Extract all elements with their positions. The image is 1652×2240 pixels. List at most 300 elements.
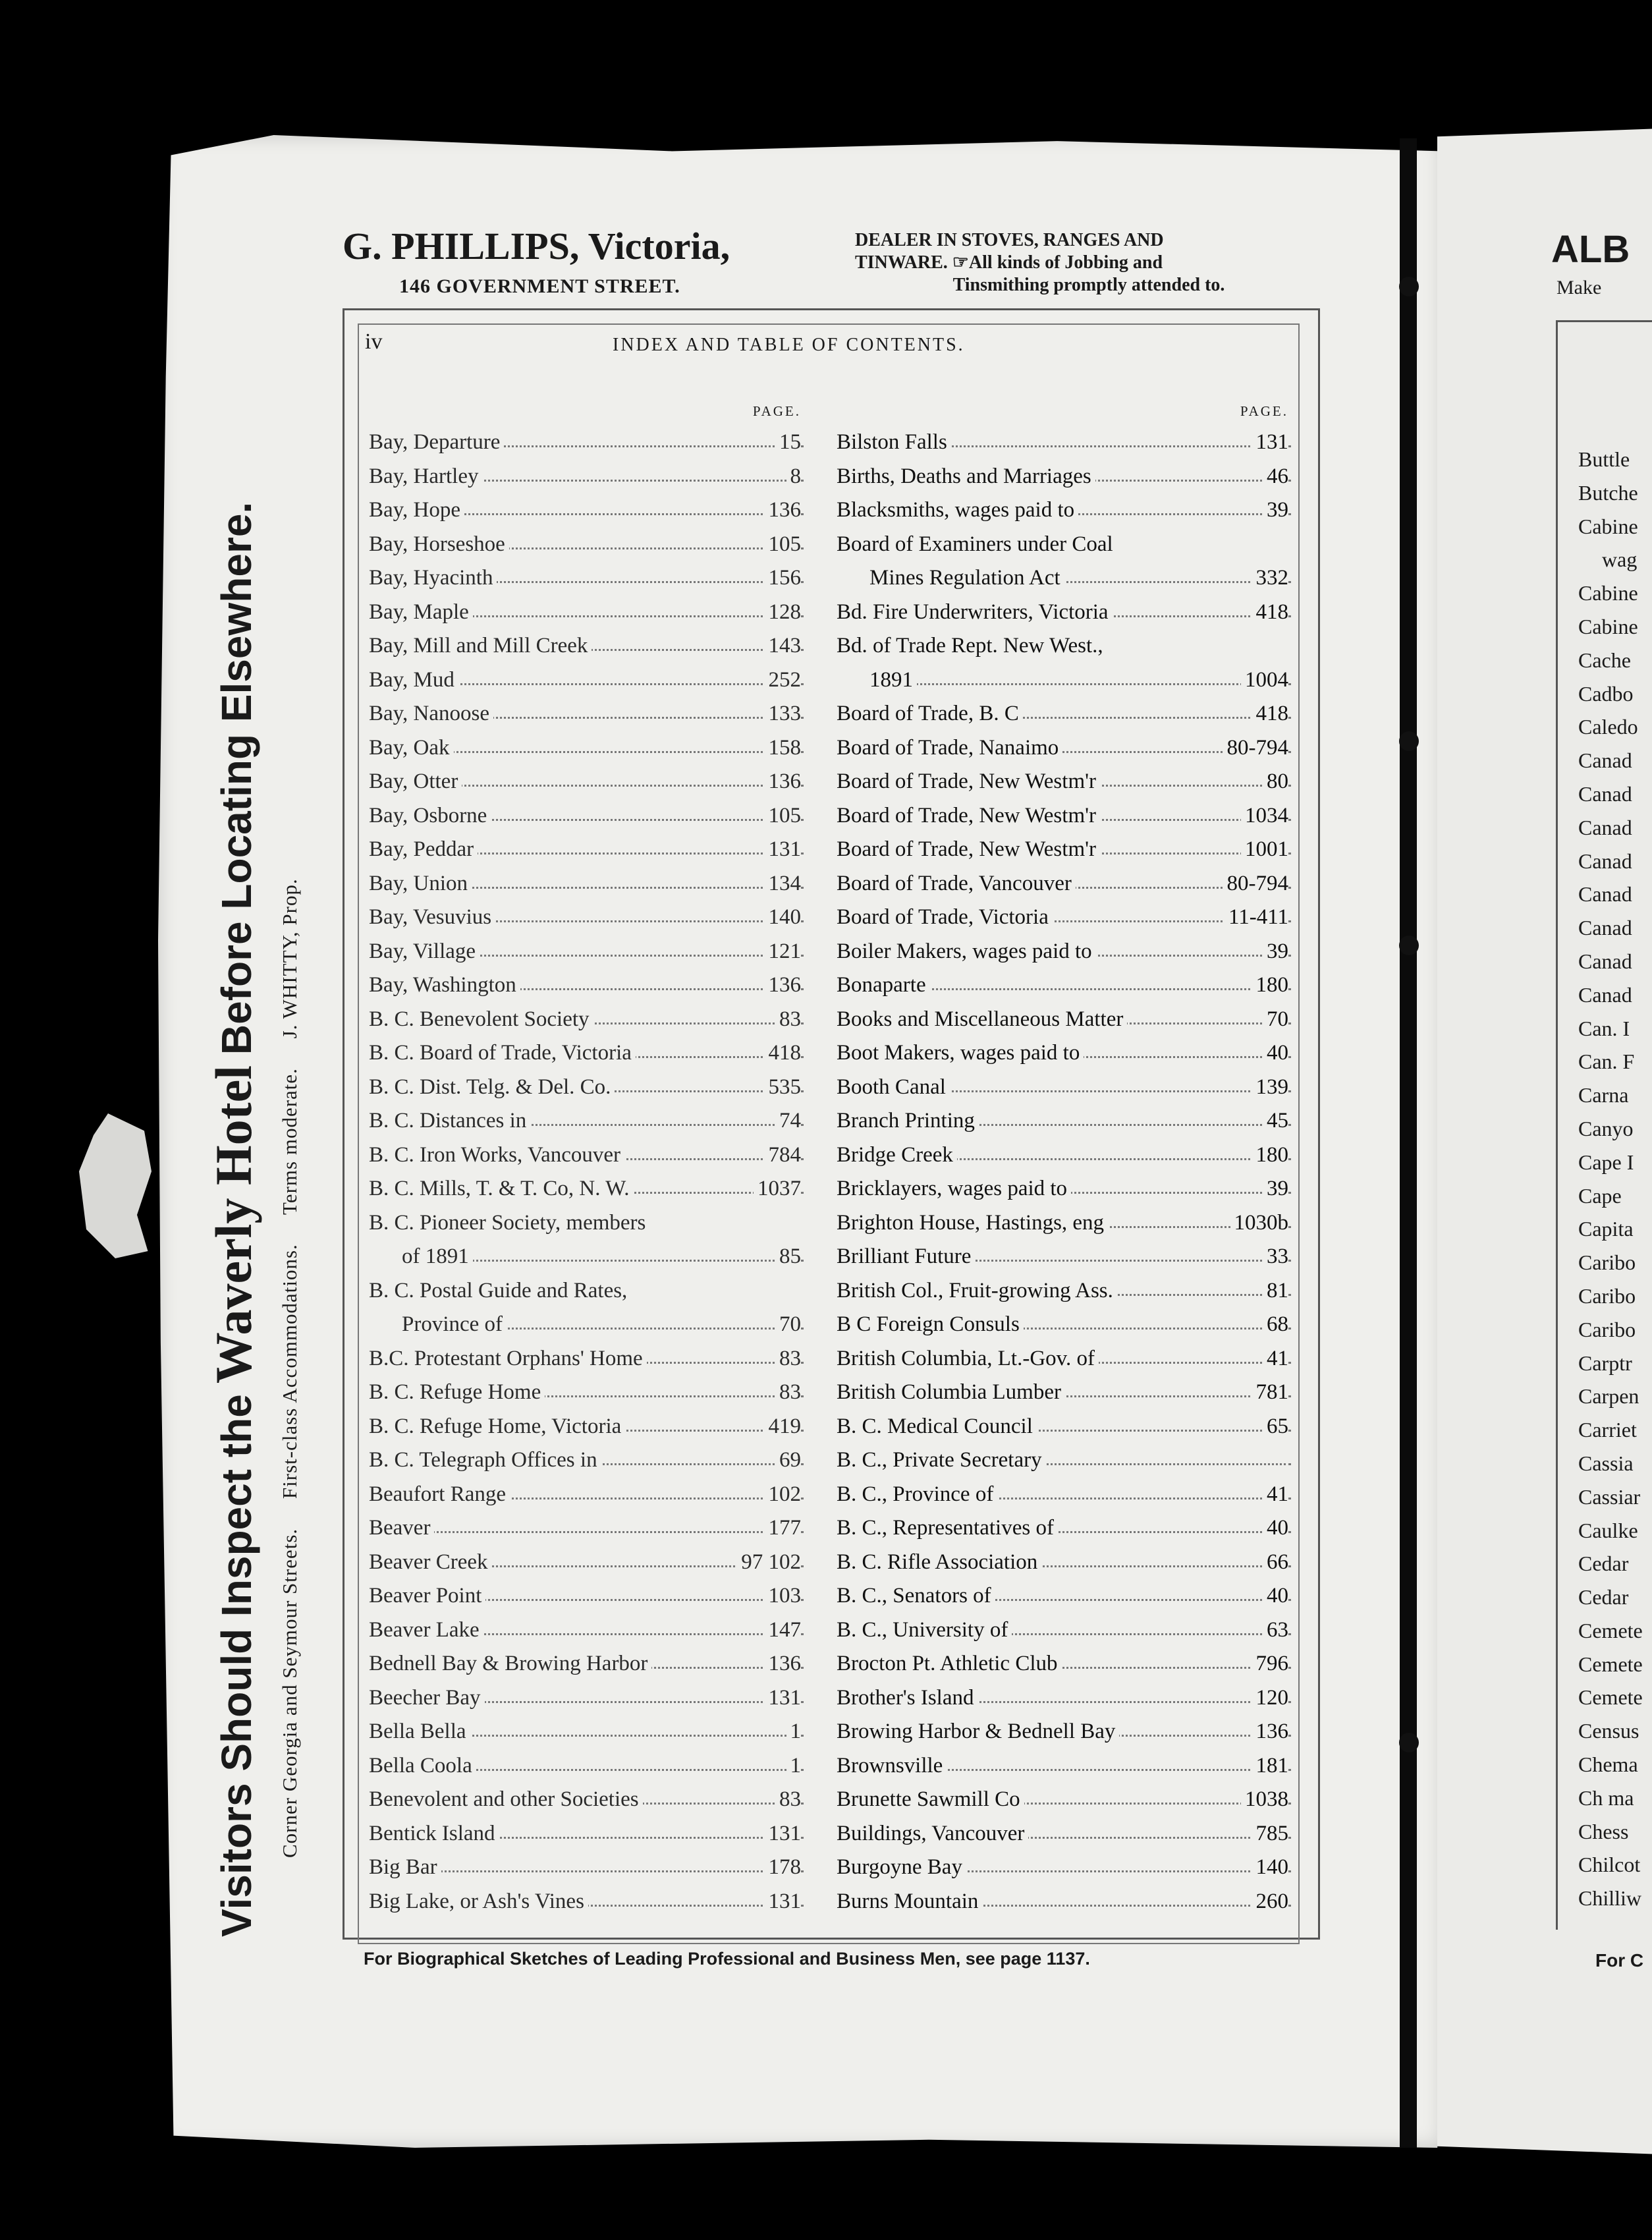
index-entry — [369, 460, 804, 494]
entry-page: 136 — [765, 493, 802, 528]
index-entry — [837, 426, 1291, 460]
entry-title: B. C. Postal Guide and Rates, — [369, 1279, 631, 1302]
entry-page: 39 — [1263, 493, 1288, 528]
index-entry — [837, 1240, 1291, 1274]
phillips-name: G. PHILLIPS, Victoria, — [343, 225, 730, 267]
advert-address: Corner Georgia and Seymour Streets. — [278, 1528, 301, 1858]
entry-page: 147 — [765, 1613, 802, 1648]
entry-page: 136 — [765, 968, 802, 1003]
index-entry — [837, 1478, 1291, 1512]
index-entry — [837, 1613, 1291, 1648]
next-page-entry: Cedar — [1578, 1552, 1629, 1576]
waverly-hotel-advert — [204, 264, 356, 1937]
entry-page: 1001 — [1241, 833, 1288, 867]
next-page-entry: Canad — [1578, 882, 1632, 907]
entry-page: 177 — [765, 1511, 802, 1546]
page-number: iv — [365, 329, 383, 354]
entry-page: 74 — [775, 1104, 801, 1138]
advert-accommodations: First-class Accommodations. — [278, 1244, 301, 1499]
index-entry — [837, 1885, 1291, 1919]
next-page-entry: Caribo — [1578, 1250, 1636, 1275]
entry-title-continued: Province of — [369, 1308, 507, 1342]
entry-page: 70 — [775, 1308, 801, 1342]
entry-title: Bay, Otter — [369, 770, 462, 793]
index-entry — [369, 493, 804, 528]
entry-title: B. C. Benevolent Society — [369, 1007, 593, 1031]
entry-title: Beaufort Range — [369, 1482, 510, 1506]
next-page-entry: Caribo — [1578, 1283, 1636, 1308]
index-entry — [837, 1817, 1291, 1851]
index-entry — [369, 663, 804, 698]
entry-title: Bay, Oak — [369, 736, 454, 760]
index-entry — [369, 1613, 804, 1648]
entry-title: Blacksmiths, wages paid to — [837, 498, 1078, 522]
entry-title: British Columbia, Lt.-Gov. of — [837, 1347, 1099, 1370]
entry-page: 1034 — [1241, 799, 1288, 833]
next-page-entry: Caulke — [1578, 1518, 1638, 1542]
index-entry — [369, 528, 804, 562]
phillips-line-3: Tinsmithing promptly attended to. — [952, 275, 1225, 295]
next-page-entry: Cabine — [1578, 614, 1638, 638]
entry-page: 81 — [1263, 1274, 1288, 1308]
spine-stitch — [1399, 731, 1419, 751]
index-entry — [369, 1443, 804, 1478]
entry-page: 121 — [765, 935, 802, 969]
entry-title: Brocton Pt. Athletic Club — [837, 1652, 1062, 1675]
spine-stitch — [1399, 1733, 1419, 1752]
entry-title: Beaver — [369, 1516, 434, 1540]
index-entry — [837, 1206, 1291, 1241]
entry-page: 41 — [1263, 1478, 1288, 1512]
entry-page: 39 — [1263, 935, 1288, 969]
index-entry — [837, 528, 1291, 596]
entry-page: 41 — [1263, 1342, 1288, 1376]
index-entry — [837, 1036, 1291, 1071]
index-entry — [369, 561, 804, 596]
right-entry-list — [837, 426, 1291, 1918]
next-page-entry: Canad — [1578, 849, 1632, 873]
next-page-entry: Cape I — [1578, 1150, 1634, 1174]
entry-page: 85 — [775, 1240, 801, 1274]
index-entry — [837, 1579, 1291, 1613]
entry-page: 131 — [1252, 426, 1289, 460]
entry-title: Bonaparte — [837, 973, 930, 997]
next-page-entry: Can. I — [1578, 1016, 1630, 1040]
entry-title: Board of Trade, New Westm'r — [837, 837, 1100, 861]
next-page-entry: Cemete — [1578, 1652, 1643, 1676]
entry-page: 180 — [1252, 968, 1289, 1003]
index-entry — [369, 1478, 804, 1512]
entry-page: 180 — [1252, 1138, 1289, 1173]
next-page-entry: Cabine — [1578, 514, 1638, 538]
advert-intro: Visitors Should Inspect the — [213, 1394, 260, 1937]
entry-title: B C Foreign Consuls — [837, 1312, 1024, 1336]
entry-page: 83 — [775, 1376, 801, 1410]
spine-stitch — [1399, 277, 1419, 296]
entry-page: 332 — [1252, 561, 1289, 596]
entry-page: 80-794 — [1223, 867, 1289, 901]
entry-page: 11-411 — [1225, 901, 1288, 935]
index-entry — [369, 1817, 804, 1851]
entry-page: 69 — [775, 1443, 801, 1478]
entry-title: Brunette Sawmill Co — [837, 1787, 1024, 1811]
index-entry — [369, 1715, 804, 1749]
index-entry — [369, 1376, 804, 1410]
index-entry — [837, 1546, 1291, 1580]
entry-title-continued: Mines Regulation Act — [837, 561, 1064, 596]
index-entry — [369, 1647, 804, 1681]
index-entry — [369, 629, 804, 663]
index-entry — [837, 1071, 1291, 1105]
index-entry — [369, 1003, 804, 1037]
index-entry — [369, 1071, 804, 1105]
entry-title: B. C. Mills, T. & T. Co, N. W. — [369, 1177, 633, 1200]
index-entry — [369, 1274, 804, 1342]
entry-title: B. C. Distances in — [369, 1109, 530, 1133]
entry-title: Bella Bella — [369, 1720, 470, 1743]
next-page-entry: Carptr — [1578, 1351, 1632, 1375]
next-page-entry: Canad — [1578, 916, 1632, 940]
entry-title: B. C., Representatives of — [837, 1516, 1058, 1540]
index-entry — [837, 460, 1291, 494]
index-column-right — [837, 403, 1291, 1918]
entry-title: Bay, Mill and Mill Creek — [369, 634, 592, 658]
entry-page: 40 — [1263, 1036, 1288, 1071]
entry-page: 418 — [765, 1036, 802, 1071]
phillips-line-1: DEALER IN STOVES, RANGES AND — [855, 230, 1164, 250]
index-entry — [837, 493, 1291, 528]
entry-title: Burgoyne Bay — [837, 1855, 966, 1879]
next-page-entry: Canad — [1578, 949, 1632, 973]
entry-page: 1037 — [754, 1172, 801, 1206]
entry-title-continued: of 1891 — [369, 1240, 473, 1274]
entry-title: Bd. of Trade Rept. New West., — [837, 634, 1107, 658]
entry-page: 133 — [765, 697, 802, 731]
entry-page: 784 — [765, 1138, 802, 1173]
index-entry — [369, 1511, 804, 1546]
index-entry — [369, 833, 804, 867]
entry-page: 39 — [1263, 1172, 1288, 1206]
entry-title: B. C., Province of — [837, 1482, 997, 1506]
entry-page: 158 — [765, 731, 802, 766]
index-entry — [369, 1206, 804, 1274]
next-page-entry: Cemete — [1578, 1685, 1643, 1710]
entry-title: Big Lake, or Ash's Vines — [369, 1890, 588, 1913]
entry-title: Brother's Island — [837, 1686, 978, 1710]
entry-page: 131 — [765, 833, 802, 867]
next-page-entry: Cadbo — [1578, 681, 1634, 706]
index-entry — [837, 731, 1291, 766]
entry-title: B. C., Senators of — [837, 1584, 995, 1608]
entry-page: 535 — [765, 1071, 802, 1105]
entry-title: Board of Trade, New Westm'r — [837, 770, 1100, 793]
entry-title: B. C. Refuge Home, Victoria — [369, 1414, 625, 1438]
next-page-entry: Canad — [1578, 815, 1632, 839]
index-entry — [369, 799, 804, 833]
index-entry — [369, 1410, 804, 1444]
entry-title: Boiler Makers, wages paid to — [837, 939, 1096, 963]
index-entry — [837, 1410, 1291, 1444]
entry-title: Bridge Creek — [837, 1143, 957, 1167]
index-entry — [369, 1885, 804, 1919]
index-entry — [837, 1851, 1291, 1885]
entry-title: Bay, Washington — [369, 973, 520, 997]
advert-proprietor: J. WHITTY, Prop. — [278, 878, 301, 1039]
index-entry — [837, 1783, 1291, 1817]
entry-page: 83 — [775, 1342, 801, 1376]
entry-title: B. C. Telegraph Offices in — [369, 1448, 601, 1472]
index-entry — [369, 1579, 804, 1613]
page-column-header: PAGE. — [1240, 403, 1288, 419]
entry-title: Board of Examiners under Coal — [837, 532, 1117, 556]
entry-title: Board of Trade, Vancouver — [837, 872, 1076, 895]
entry-title: Browing Harbor & Bednell Bay — [837, 1720, 1119, 1743]
next-page-entries — [1578, 443, 1652, 1915]
entry-title: Bay, Mud — [369, 668, 458, 692]
entry-page: 68 — [1263, 1308, 1288, 1342]
entry-title: B. C. Iron Works, Vancouver — [369, 1143, 624, 1167]
index-entry — [837, 1681, 1291, 1716]
entry-title: Bella Coola — [369, 1754, 476, 1778]
advert-hotel-name: Waverly Hotel — [205, 1065, 262, 1384]
index-entry — [837, 1749, 1291, 1783]
next-page-entry: Ch ma — [1578, 1785, 1634, 1810]
index-entry — [837, 1138, 1291, 1173]
next-page-entry: Cache — [1578, 648, 1631, 672]
entry-title: B. C. Rifle Association — [837, 1550, 1041, 1574]
next-page-entry: Carna — [1578, 1083, 1629, 1107]
phillips-line-2: TINWARE. ☞All kinds of Jobbing and — [855, 252, 1163, 273]
entry-title: Benevolent and other Societies — [369, 1787, 643, 1811]
entry-page: 105 — [765, 528, 802, 562]
index-entry — [837, 935, 1291, 969]
entry-page: 136 — [1252, 1715, 1289, 1749]
entry-page: 63 — [1263, 1613, 1288, 1648]
entry-title: Board of Trade, New Westm'r — [837, 804, 1100, 827]
index-entry — [837, 1376, 1291, 1410]
next-page-entry: Cassia — [1578, 1451, 1634, 1475]
entry-page: 131 — [765, 1681, 802, 1716]
entry-title: B. C. Medical Council — [837, 1414, 1037, 1438]
index-entry — [369, 901, 804, 935]
next-page-entry: wag — [1602, 547, 1638, 572]
index-entry — [369, 1546, 804, 1580]
entry-title: B. C. Board of Trade, Victoria — [369, 1041, 636, 1065]
entry-title: Bay, Osborne — [369, 804, 491, 827]
entry-page: 1 — [786, 1749, 802, 1783]
entry-page: 128 — [765, 596, 802, 630]
entry-page: 178 — [765, 1851, 802, 1885]
torn-edge — [79, 1113, 151, 1258]
entry-title: Bd. Fire Underwriters, Victoria — [837, 600, 1113, 624]
footer-note: For Biographical Sketches of Leading Professional and Business Men, see page 1137. — [364, 1949, 1090, 1969]
next-page-entry: Canad — [1578, 982, 1632, 1007]
entry-page: 83 — [775, 1783, 801, 1817]
entry-title: Bay, Peddar — [369, 837, 478, 861]
entry-title: Brighton House, Hastings, eng — [837, 1211, 1108, 1235]
entry-title: Books and Miscellaneous Matter — [837, 1007, 1127, 1031]
next-page-entry: Capita — [1578, 1217, 1634, 1241]
entry-page: 181 — [1252, 1749, 1289, 1783]
next-page-entry: Canad — [1578, 748, 1632, 773]
index-entry — [837, 1104, 1291, 1138]
entry-page: 418 — [1252, 697, 1289, 731]
next-page-entry: Chess — [1578, 1819, 1629, 1843]
entry-page: 80 — [1263, 765, 1288, 799]
entry-title: Bay, Hartley — [369, 464, 482, 488]
index-entry — [837, 968, 1291, 1003]
entry-page: 785 — [1252, 1817, 1289, 1851]
entry-title: British Col., Fruit-growing Ass. — [837, 1279, 1117, 1302]
next-page-entry: Can. F — [1578, 1050, 1635, 1074]
entry-page: 40 — [1263, 1511, 1288, 1546]
entry-page: 136 — [765, 765, 802, 799]
next-page-entry: Caribo — [1578, 1317, 1636, 1341]
entry-title: B. C., Private Secretary — [837, 1448, 1046, 1472]
next-page-entry: Butche — [1578, 480, 1638, 505]
entry-title: Bay, Hyacinth — [369, 566, 497, 590]
index-entry — [369, 426, 804, 460]
entry-page: 139 — [1252, 1071, 1289, 1105]
entry-page: 260 — [1252, 1885, 1289, 1919]
next-page-entry: Cedar — [1578, 1585, 1629, 1610]
index-entry — [837, 1308, 1291, 1342]
spine-stitch — [1399, 936, 1419, 955]
entry-page: 131 — [765, 1885, 802, 1919]
index-entry — [837, 867, 1291, 901]
index-entry — [837, 1172, 1291, 1206]
next-page-entry: Chilcot — [1578, 1853, 1641, 1877]
entry-title: Booth Canal — [837, 1075, 950, 1099]
entry-title: B. C. Dist. Telg. & Del. Co. — [369, 1075, 615, 1099]
next-page-entry: Carpen — [1578, 1384, 1639, 1409]
entry-title: Births, Deaths and Marriages — [837, 464, 1095, 488]
entry-title: Bay, Nanoose — [369, 702, 493, 725]
index-entry — [369, 867, 804, 901]
entry-page: 1030b — [1230, 1206, 1289, 1241]
entry-title: Bednell Bay & Browing Harbor — [369, 1652, 651, 1675]
index-entry — [837, 833, 1291, 867]
entry-title: B.C. Protestant Orphans' Home — [369, 1347, 647, 1370]
index-entry — [369, 731, 804, 766]
next-page-entry: Buttle — [1578, 447, 1630, 471]
left-entry-list — [369, 426, 804, 1918]
entry-page: 796 — [1252, 1647, 1289, 1681]
entry-page: 83 — [775, 1003, 801, 1037]
entry-page: 15 — [775, 426, 801, 460]
dot-leader — [369, 1531, 804, 1533]
index-entry — [369, 1783, 804, 1817]
entry-page: 102 — [765, 1478, 802, 1512]
index-entry — [369, 1681, 804, 1716]
entry-title: Burns Mountain — [837, 1890, 982, 1913]
index-column-left — [369, 403, 804, 1918]
entry-title: Beaver Creek — [369, 1550, 492, 1574]
index-entry — [837, 1342, 1291, 1376]
entry-page: 131 — [765, 1817, 802, 1851]
entry-title: Big Bar — [369, 1855, 441, 1879]
entry-page: 143 — [765, 629, 802, 663]
entry-page: 46 — [1263, 460, 1288, 494]
entry-title: Bilston Falls — [837, 430, 951, 454]
entry-title: Bay, Hope — [369, 498, 464, 522]
entry-page: 65 — [1263, 1410, 1288, 1444]
entry-title: Branch Printing — [837, 1109, 979, 1133]
index-entry — [369, 1172, 804, 1206]
next-page-entry: Cabine — [1578, 581, 1638, 605]
entry-page: 80-794 — [1223, 731, 1289, 766]
entry-page: 419 — [765, 1410, 802, 1444]
index-entry — [837, 596, 1291, 630]
index-entry — [369, 697, 804, 731]
entry-page: 120 — [1252, 1681, 1289, 1716]
index-entry — [369, 765, 804, 799]
entry-title: Bay, Horseshoe — [369, 532, 509, 556]
advert-terms: Terms moderate. — [278, 1068, 301, 1215]
entry-title: Board of Trade, Nanaimo — [837, 736, 1062, 760]
entry-title: B. C. Pioneer Society, members — [369, 1211, 649, 1235]
index-entry — [369, 1851, 804, 1885]
index-entry — [369, 1104, 804, 1138]
entry-title: Bay, Departure — [369, 430, 504, 454]
entry-page: 40 — [1263, 1579, 1288, 1613]
index-entry — [837, 1511, 1291, 1546]
entry-page: 1 — [786, 1715, 802, 1749]
index-entry — [369, 1749, 804, 1783]
entry-page: 156 — [765, 561, 802, 596]
next-page-entry: Canyo — [1578, 1116, 1634, 1140]
entry-title: Board of Trade, B. C — [837, 702, 1023, 725]
phillips-advert — [855, 229, 1323, 296]
index-entry — [837, 629, 1291, 697]
next-page-footer: For C — [1595, 1950, 1644, 1971]
index-entry — [369, 1342, 804, 1376]
entry-page: 134 — [765, 867, 802, 901]
next-page-entry: Cemete — [1578, 1618, 1643, 1642]
index-entry — [369, 596, 804, 630]
index-entry — [369, 1138, 804, 1173]
entry-title: B. C., University of — [837, 1618, 1012, 1642]
entry-title: Beecher Bay — [369, 1686, 485, 1710]
index-entry — [837, 1647, 1291, 1681]
entry-page: 418 — [1252, 596, 1289, 630]
entry-title: British Columbia Lumber — [837, 1380, 1065, 1404]
next-page-entry: Census — [1578, 1719, 1639, 1743]
next-page-entry: Chema — [1578, 1752, 1638, 1777]
index-entry — [369, 1036, 804, 1071]
entry-page: 136 — [765, 1647, 802, 1681]
entry-title: B. C. Refuge Home — [369, 1380, 545, 1404]
entry-title: Brownsville — [837, 1754, 947, 1778]
entry-title: Board of Trade, Victoria — [837, 905, 1053, 929]
index-entry — [837, 1443, 1291, 1478]
entry-title: Bricklayers, wages paid to — [837, 1177, 1071, 1200]
entry-page: 8 — [786, 460, 802, 494]
entry-title: Bentick Island — [369, 1822, 499, 1845]
entry-title: Bay, Village — [369, 939, 480, 963]
entry-title-continued: 1891 — [837, 663, 917, 698]
index-entry — [369, 935, 804, 969]
entry-page: 103 — [765, 1579, 802, 1613]
next-page-entry: Caledo — [1578, 715, 1638, 739]
entry-page: 70 — [1263, 1003, 1288, 1037]
next-page-entry: Canad — [1578, 781, 1632, 806]
next-page-title: ALB — [1551, 228, 1630, 271]
entry-title: Brilliant Future — [837, 1245, 975, 1268]
entry-title: Beaver Lake — [369, 1618, 483, 1642]
entry-page: 781 — [1252, 1376, 1289, 1410]
entry-title: Bay, Vesuvius — [369, 905, 495, 929]
